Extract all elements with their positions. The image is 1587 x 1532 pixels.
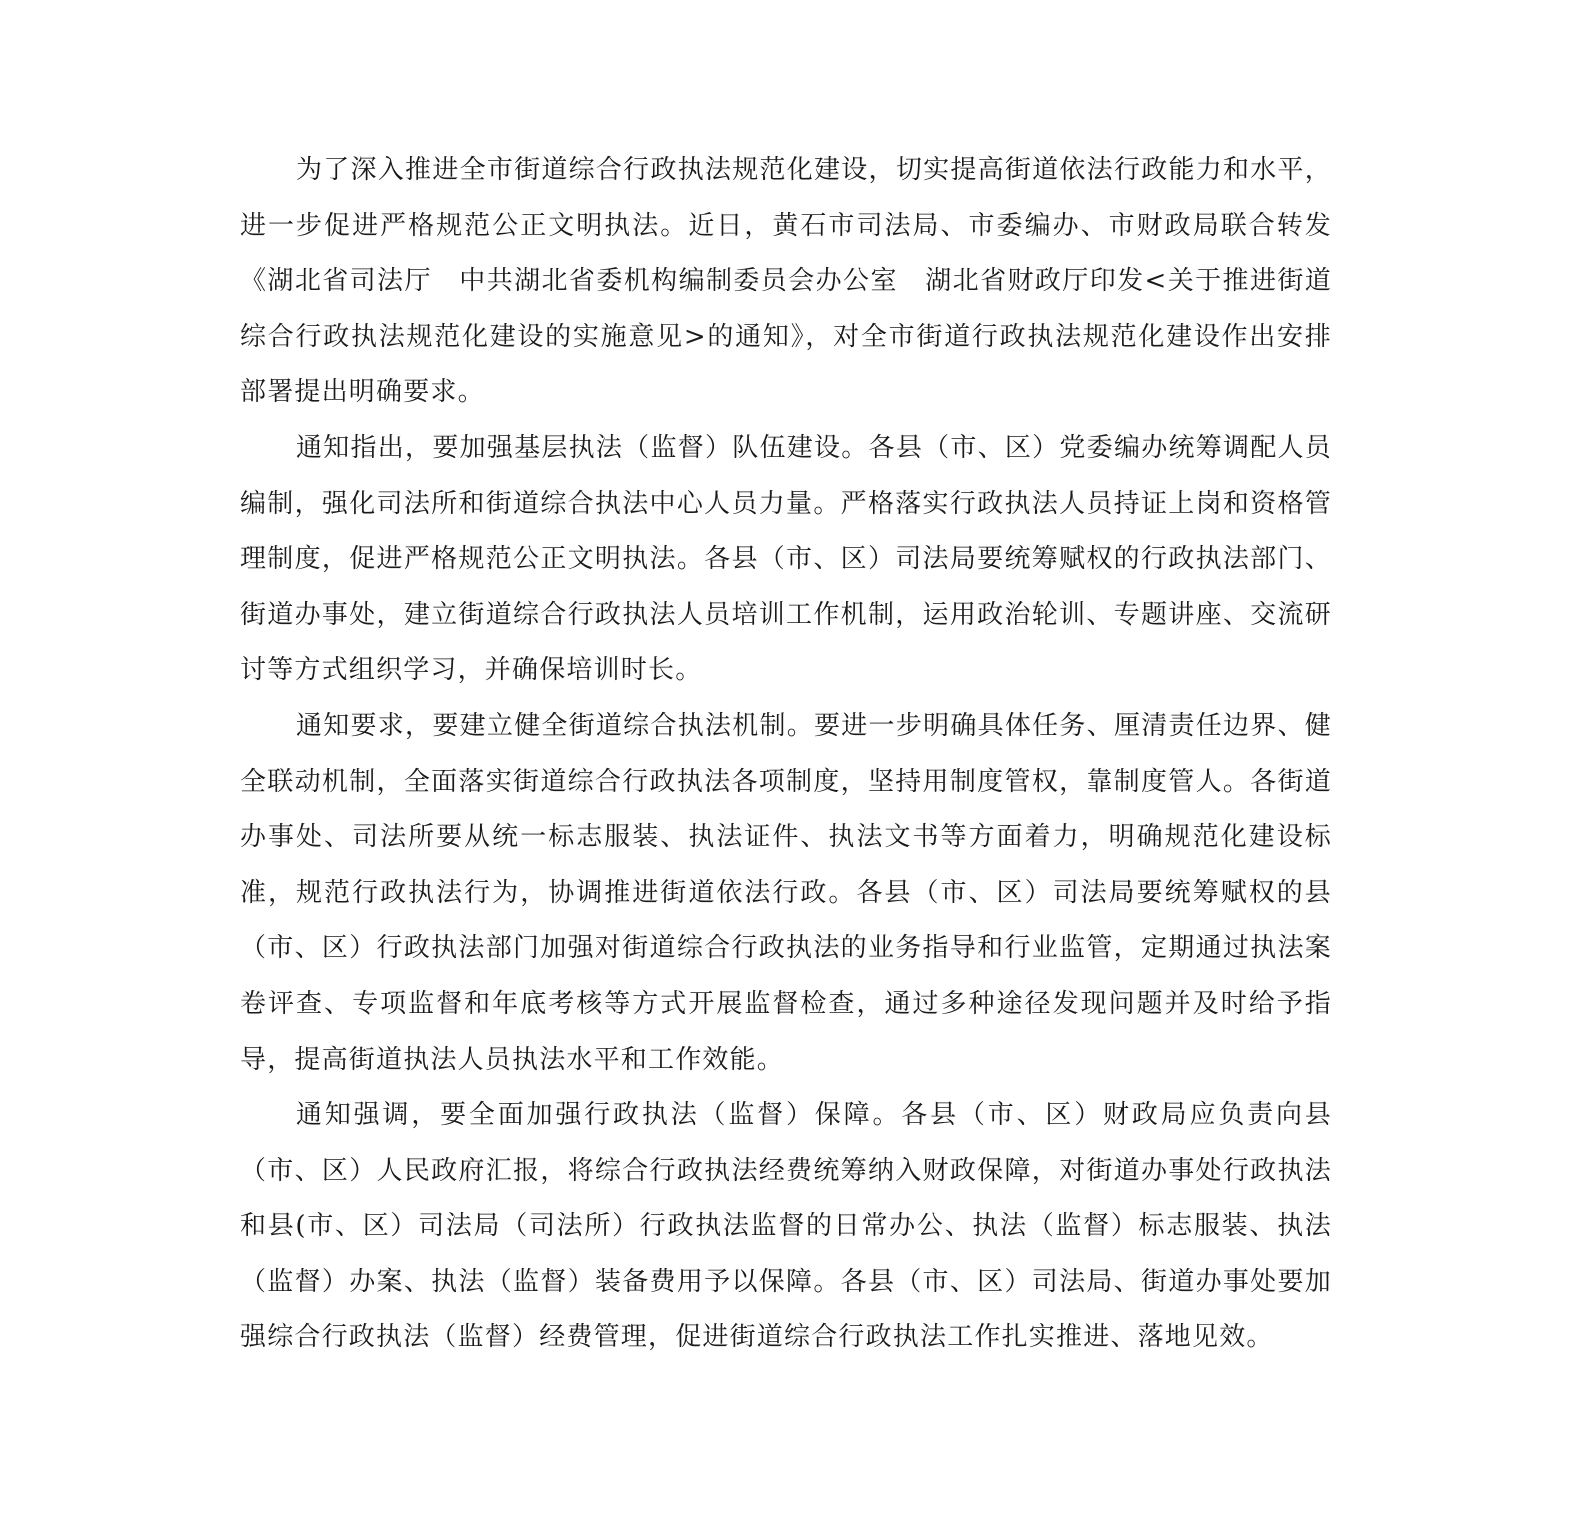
paragraph-funding-guarantee: 通知强调，要全面加强行政执法（监督）保障。各县（市、区）财政局应负责向县（市、区）人民政府汇报，将综合行政执法经费统筹纳入财政保障，对街道办事处行政执法和县(市、区）司法局（司法所）行政执法监督的日常办公、执法（监督）标志服装、执法（监督）办案、执法（监督）装备费用予以保障。各县（市、区）司法局、街道办事处要加强综合行政执法（监督）经费管理，促进街道综合行政执法工作扎实推进、落地见效。: [240, 1100, 1332, 1353]
paragraph-enforcement-mechanism: 通知要求，要建立健全街道综合执法机制。要进一步明确具体任务、厘清责任边界、健全联动机制，全面落实街道综合行政执法各项制度，坚持用制度管权，靠制度管人。各街道办事处、司法所要从统一标志服装、执法证件、执法文书等方面着力，明确规范化建设标准，规范行政执法行为，协调推进街道依法行政。各县（市、区）司法局要统筹赋权的县（市、区）行政执法部门加强对街道综合行政执法的业务指导和行业监管，定期通过执法案卷评查、专项监督和年底考核等方式开展监督检查，通过多种途径发现问题并及时给予指导，提高街道执法人员执法水平和工作效能。: [240, 710, 1332, 1075]
article-body: [240, 143, 1332, 1366]
paragraph-team-building: 通知指出，要加强基层执法（监督）队伍建设。各县（市、区）党委编办统筹调配人员编制，强化司法所和街道综合执法中心人员力量。严格落实行政执法人员持证上岗和资格管理制度，促进严格规范公正文明执法。各县（市、区）司法局要统筹赋权的行政执法部门、街道办事处，建立街道综合行政执法人员培训工作机制，运用政治轮训、专题讲座、交流研讨等方式组织学习，并确保培训时长。: [240, 432, 1332, 686]
paragraph-intro: 为了深入推进全市街道综合行政执法规范化建设，切实提高街道依法行政能力和水平，进一步促进严格规范公正文明执法。近日，黄石市司法局、市委编办、市财政局联合转发《湖北省司法厅 中共湖北省委机构编制委员会办公室 湖北省财政厅印发<关于推进街道综合行政执法规范化建设的实施意见>的通知》，对全市街道行政执法规范化建设作出安排部署提出明确要求。: [240, 155, 1332, 408]
